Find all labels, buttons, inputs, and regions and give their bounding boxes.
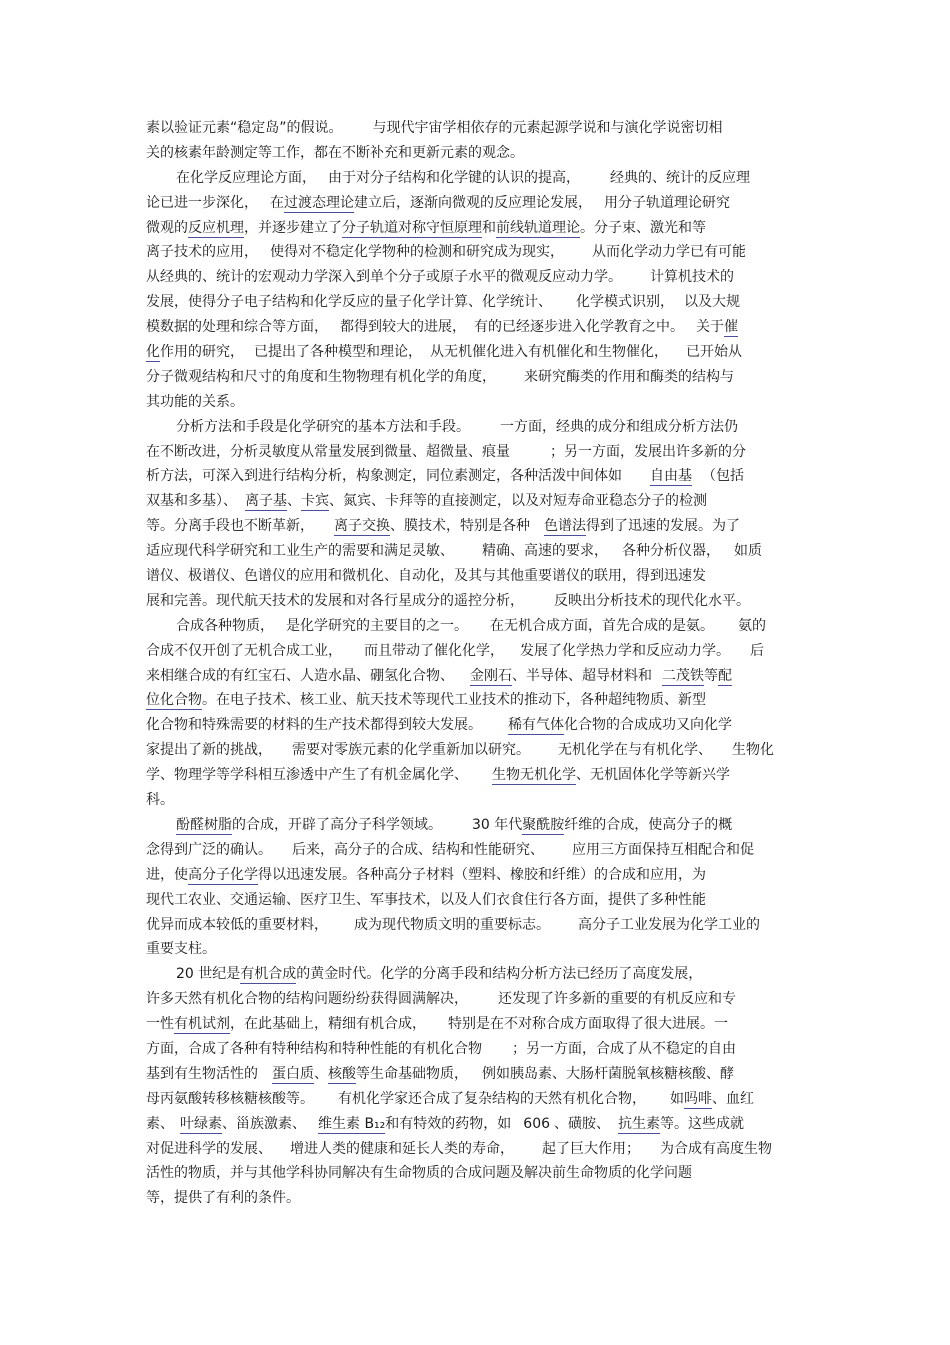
text-line: 分析方法和手段是化学研究的基本方法和手段。 一方面，经典的成分和组成分析方法仍 — [176, 418, 738, 435]
text-line: 对促进科学的发展、 增进人类的健康和延长人类的寿命， 起了巨大作用； 为合成有高度生物 — [146, 1140, 772, 1157]
link-polyamide[interactable]: 聚酰胺 — [522, 816, 565, 833]
text-line: 进，使高分子化学得以迅速发展。各种高分子材料（塑料、橡胶和纤维）的合成和应用，为 — [146, 866, 706, 883]
text-line: 化作用的研究， 已提出了各种模型和理论， 从无机催化进入有机催化和生物催化， 已开始从 — [146, 344, 742, 361]
paragraph-inorganic-synthesis — [146, 614, 806, 813]
paragraph-element-origin — [146, 116, 806, 166]
text-line: 在化学反应理论方面， 由于对分子结构和化学键的认识的提高， 经典的、统计的反应理 — [176, 169, 750, 186]
text-line: 学、物理学等学科相互渗透中产生了有机金属化学、 生物无机化学、无机固体化学等新兴学 — [146, 767, 730, 784]
link-carbene[interactable]: 卡宾 — [301, 493, 329, 510]
text-line: 合成不仅开创了无机合成工业， 而且带动了催化化学， 发展了化学热力学和反应动力学。 后 — [146, 642, 764, 659]
link-organic-synthesis[interactable]: 有机合成 — [240, 966, 297, 983]
text-line: 家提出了新的挑战， 需要对零族元素的化学重新加以研究。 无机化学在与有机化学、 生物化 — [146, 742, 774, 759]
text-line: 其功能的关系。 — [146, 393, 244, 410]
link-ion-radical[interactable]: 离子基 — [245, 493, 287, 510]
text-line: 基到有生物活性的 蛋白质、核酸等生命基础物质， 例如胰岛素、大肠杆菌脱氧核糖核酸、酵 — [146, 1065, 734, 1082]
text-line: 重要支柱。 — [146, 941, 216, 958]
link-catalysis-cont[interactable]: 化 — [146, 344, 160, 361]
text-line: 等。分离手段也不断革新， 离子交换、膜技术，特别是各种 色谱法得到了迅速的发展。为了 — [146, 518, 740, 535]
link-vitamin-b12[interactable]: 维生素 B₁₂ — [318, 1115, 386, 1132]
text-line: 合成各种物质， 是化学研究的主要目的之一。 在无机合成方面，首先合成的是氨。 氨的 — [176, 617, 766, 634]
link-chromatography[interactable]: 色谱法 — [544, 518, 586, 535]
link-antibiotic[interactable]: 抗生素 — [618, 1115, 661, 1132]
link-coordination-compound[interactable]: 配 — [718, 667, 732, 684]
paragraph-reaction-theory — [146, 166, 806, 415]
text-line: 方面，合成了各种有特种结构和特种性能的有机化合物 ；另一方面，合成了从不稳定的自由 — [146, 1040, 736, 1057]
link-bioinorganic-chemistry[interactable]: 生物无机化学 — [492, 767, 576, 784]
text-line: 优异而成本较低的重要材料， 成为现代物质文明的重要标志。 高分子工业发展为化学工业的 — [146, 916, 760, 933]
link-morphine[interactable]: 吗啡 — [684, 1090, 712, 1107]
link-free-radical[interactable]: 自由基 — [650, 468, 692, 485]
paragraph-polymer — [146, 813, 806, 962]
link-polymer-chemistry[interactable]: 高分子化学 — [188, 866, 258, 883]
text-line: 析方法，可深入到进行结构分析，构象测定，同位素测定，各种活泼中间体如 自由基 （包括 — [146, 468, 744, 485]
link-phenolic-resin[interactable]: 酚醛树脂 — [176, 816, 232, 833]
text-line: 从经典的、统计的宏观动力学深入到单个分子或原子水平的微观反应动力学。 计算机技术的 — [146, 269, 734, 286]
link-nucleic-acid[interactable]: 核酸 — [328, 1065, 356, 1082]
text-line: 论已进一步深化， 在过渡态理论建立后，逐渐向微观的反应理论发展， 用分子轨道理论研究 — [146, 194, 730, 211]
text-line: 谱仪、极谱仪、色谱仪的应用和微机化、自动化，及其与其他重要谱仪的联用，得到迅速发 — [146, 568, 706, 585]
text-line: 母丙氨酸转移核糖核酸等。 有机化学家还合成了复杂结构的天然有机化合物， 如吗啡、血红 — [146, 1090, 754, 1107]
link-ferrocene[interactable]: 二茂铁 — [662, 667, 704, 684]
text-line: 微观的反应机理，并逐步建立了分子轨道对称守恒原理和前线轨道理论。分子束、激光和等 — [146, 219, 706, 236]
text-line: 分子微观结构和尺寸的角度和生物物理有机化学的角度， 来研究酶类的作用和酶类的结构与 — [146, 368, 734, 385]
text-line: 等，提供了有利的条件。 — [146, 1190, 300, 1207]
link-frontier-orbital[interactable]: 前线轨道理论 — [496, 219, 580, 236]
paragraph-analysis-methods — [146, 415, 806, 614]
text-line: 酚醛树脂的合成，开辟了高分子科学领域。 30 年代聚酰胺纤维的合成，使高分子的概 — [176, 816, 733, 833]
text-line: 一性有机试剂，在此基础上，精细有机合成， 特别是在不对称合成方面取得了很大进展。一 — [146, 1016, 728, 1033]
text-line: 位化合物。在电子技术、核工业、航天技术等现代工业技术的推动下，各种超纯物质、新型 — [146, 692, 706, 709]
text-line: 来相继合成的有红宝石、人造水晶、硼氢化合物、 金刚石、半导体、超导材料和 二茂铁等配 — [146, 667, 732, 684]
link-protein[interactable]: 蛋白质 — [272, 1065, 314, 1082]
paragraph-organic-synthesis — [146, 962, 806, 1211]
text-line: 适应现代科学研究和工业生产的需要和满足灵敏、 精确、高速的要求， 各种分析仪器， 如质 — [146, 543, 762, 560]
text-line: 素以验证元素“稳定岛”的假说。 与现代宇宙学相依存的元素起源学说和与演化学说密切相 — [146, 120, 723, 136]
document-page — [146, 116, 806, 1211]
text-line: 展和完善。现代航天技术的发展和对各行星成分的遥控分析， 反映出分析技术的现代化水平。 — [146, 592, 750, 609]
link-catalysis[interactable]: 催 — [724, 319, 738, 336]
link-organic-reagent[interactable]: 有机试剂 — [174, 1016, 230, 1033]
text-line: 科。 — [146, 792, 174, 809]
text-line: 模数据的处理和综合等方面， 都得到较大的进展， 有的已经逐步进入化学教育之中。 关于催 — [146, 319, 738, 336]
text-line: 现代工农业、交通运输、医疗卫生、军事技术，以及人们衣食住行各方面，提供了多种性能 — [146, 891, 706, 908]
text-line: 离子技术的应用， 使得对不稳定化学物种的检测和研究成为现实， 从而化学动力学已有可能 — [146, 244, 746, 261]
text-line: 在不断改进，分析灵敏度从常量发展到微量、超微量、痕量 ；另一方面，发展出许多新的分 — [146, 443, 746, 460]
link-coordination-compound-cont[interactable]: 位化合物 — [146, 692, 202, 709]
text-line: 化合物和特殊需要的材料的生产技术都得到较大发展。 稀有气体化合物的合成成功又向化学 — [146, 717, 732, 734]
link-transition-state-theory[interactable]: 过渡态理论 — [284, 194, 354, 211]
text-line: 关的核素年龄测定等工作，都在不断补充和更新元素的观念。 — [146, 144, 524, 161]
text-line: 双基和多基）、 离子基、卡宾、氮宾、卡拜等的直接测定，以及对短寿命亚稳态分子的检测 — [146, 493, 707, 510]
text-line: 许多天然有机化合物的结构问题纷纷获得圆满解决， 还发现了许多新的重要的有机反应和专 — [146, 991, 736, 1008]
text-line: 20 世纪是有机合成的黄金时代。化学的分离手段和结构分析方法已经历了高度发展， — [176, 966, 703, 983]
text-line: 素、 叶绿素、甾族激素、 维生素 B₁₂和有特效的药物，如 606 、磺胺、 抗生素等。这些成就 — [146, 1115, 745, 1132]
link-ion-exchange[interactable]: 离子交换 — [334, 518, 390, 535]
text-line: 念得到广泛的确认。 后来，高分子的合成、结构和性能研究、 应用三方面保持互相配合和促 — [146, 841, 754, 858]
text-line: 发展，使得分子电子结构和化学反应的量子化学计算、化学统计、 化学模式识别， 以及大规 — [146, 294, 740, 311]
link-reaction-mechanism[interactable]: 反应机理 — [188, 219, 244, 236]
link-noble-gas[interactable]: 稀有气体 — [508, 717, 564, 734]
text-line: 活性的物质，并与其他学科协同解决有生命物质的合成问题及解决前生命物质的化学问题 — [146, 1165, 692, 1182]
link-orbital-symmetry[interactable]: 分子轨道对称守恒原理 — [342, 219, 482, 236]
link-diamond[interactable]: 金刚石 — [470, 667, 512, 684]
link-chlorophyll[interactable]: 叶绿素 — [180, 1115, 222, 1132]
